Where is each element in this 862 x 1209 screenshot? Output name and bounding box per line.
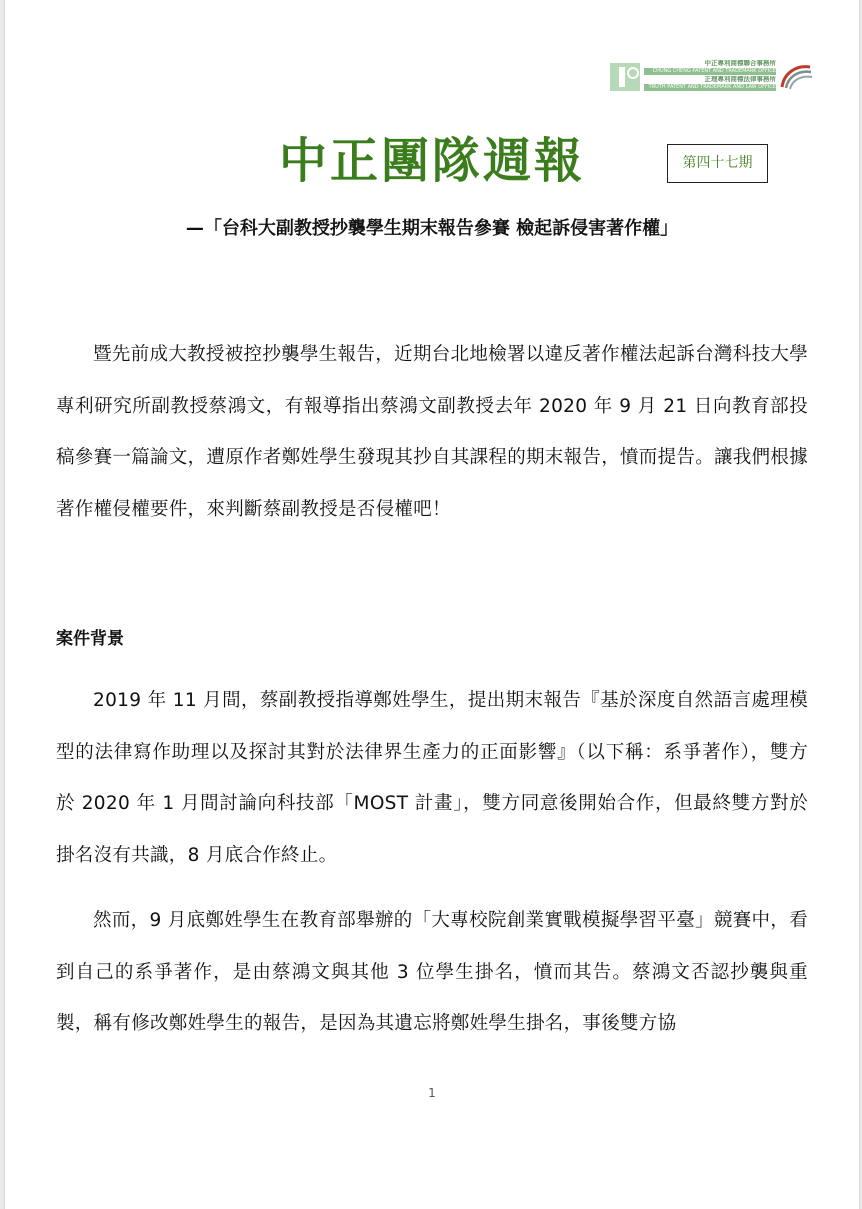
background-paragraph-2: 然而，9 月底鄭姓學生在教育部舉辦的「大專校院創業實戰模擬學習平臺」競賽中，看到自己的系爭著作，是由蔡鴻文與其他 3 位學生掛名，憤而其告。蔡鴻文否認抄襲與重製，稱有修改鄭姓學生的報告，是因為其遺忘將鄭姓學生掛名，事後雙方協 — [56, 910, 808, 1035]
logo-line-4: TRUTH PATENT AND TRADEMARK AND LAW OFFICE — [644, 84, 776, 91]
logo-line-2: CHUNG CHENG PATENT AND TRADEMARK OFFICE — [644, 68, 776, 75]
logo-text — [644, 59, 776, 93]
logo-swoosh-icon — [778, 61, 814, 91]
intro-paragraph: 暨先前成大教授被控抄襲學生報告，近期台北地檢署以違反著作權法起訴台灣科技大學專利研究所副教授蔡鴻文，有報導指出蔡鴻文副教授去年 2020 年 9 月 21 日向教育部投稿參賽一篇論文，遭原作者鄭姓學生發現其抄自其課程的期末報告，憤而提告。讓我們根據著作權侵權要件，來判斷蔡副教授是否侵權吧！ — [56, 344, 809, 521]
document-page — [4, 0, 860, 1209]
background-paragraph-1: 2019 年 11 月間，蔡副教授指導鄭姓學生，提出期末報告『基於深度自然語言處理模型的法律寫作助理以及探討其對於法律界生產力的正面影響』（以下稱：系爭著作），雙方於 2020 年 1 月間討論向科技部「MOST 計畫」，雙方同意後開始合作，但最終雙方對於掛名沒有共識，8 月底合作終止。 — [56, 690, 808, 867]
logo-line-1: 中正專利商標聯合事務所 — [704, 60, 776, 67]
issue-number-box: 第四十七期 — [667, 144, 768, 183]
article-subtitle: —「台科大副教授抄襲學生期末報告參賽 檢起訴侵害著作權」 — [185, 218, 679, 239]
logo-line-3: 正理專利商標法律事務所 — [704, 76, 776, 83]
page-number: 1 — [428, 1086, 436, 1100]
section-heading-background: 案件背景 — [56, 629, 124, 649]
newsletter-title: 中正團隊週報 — [278, 133, 585, 189]
logo-mark-icon — [610, 63, 640, 91]
firm-logo — [610, 59, 814, 93]
